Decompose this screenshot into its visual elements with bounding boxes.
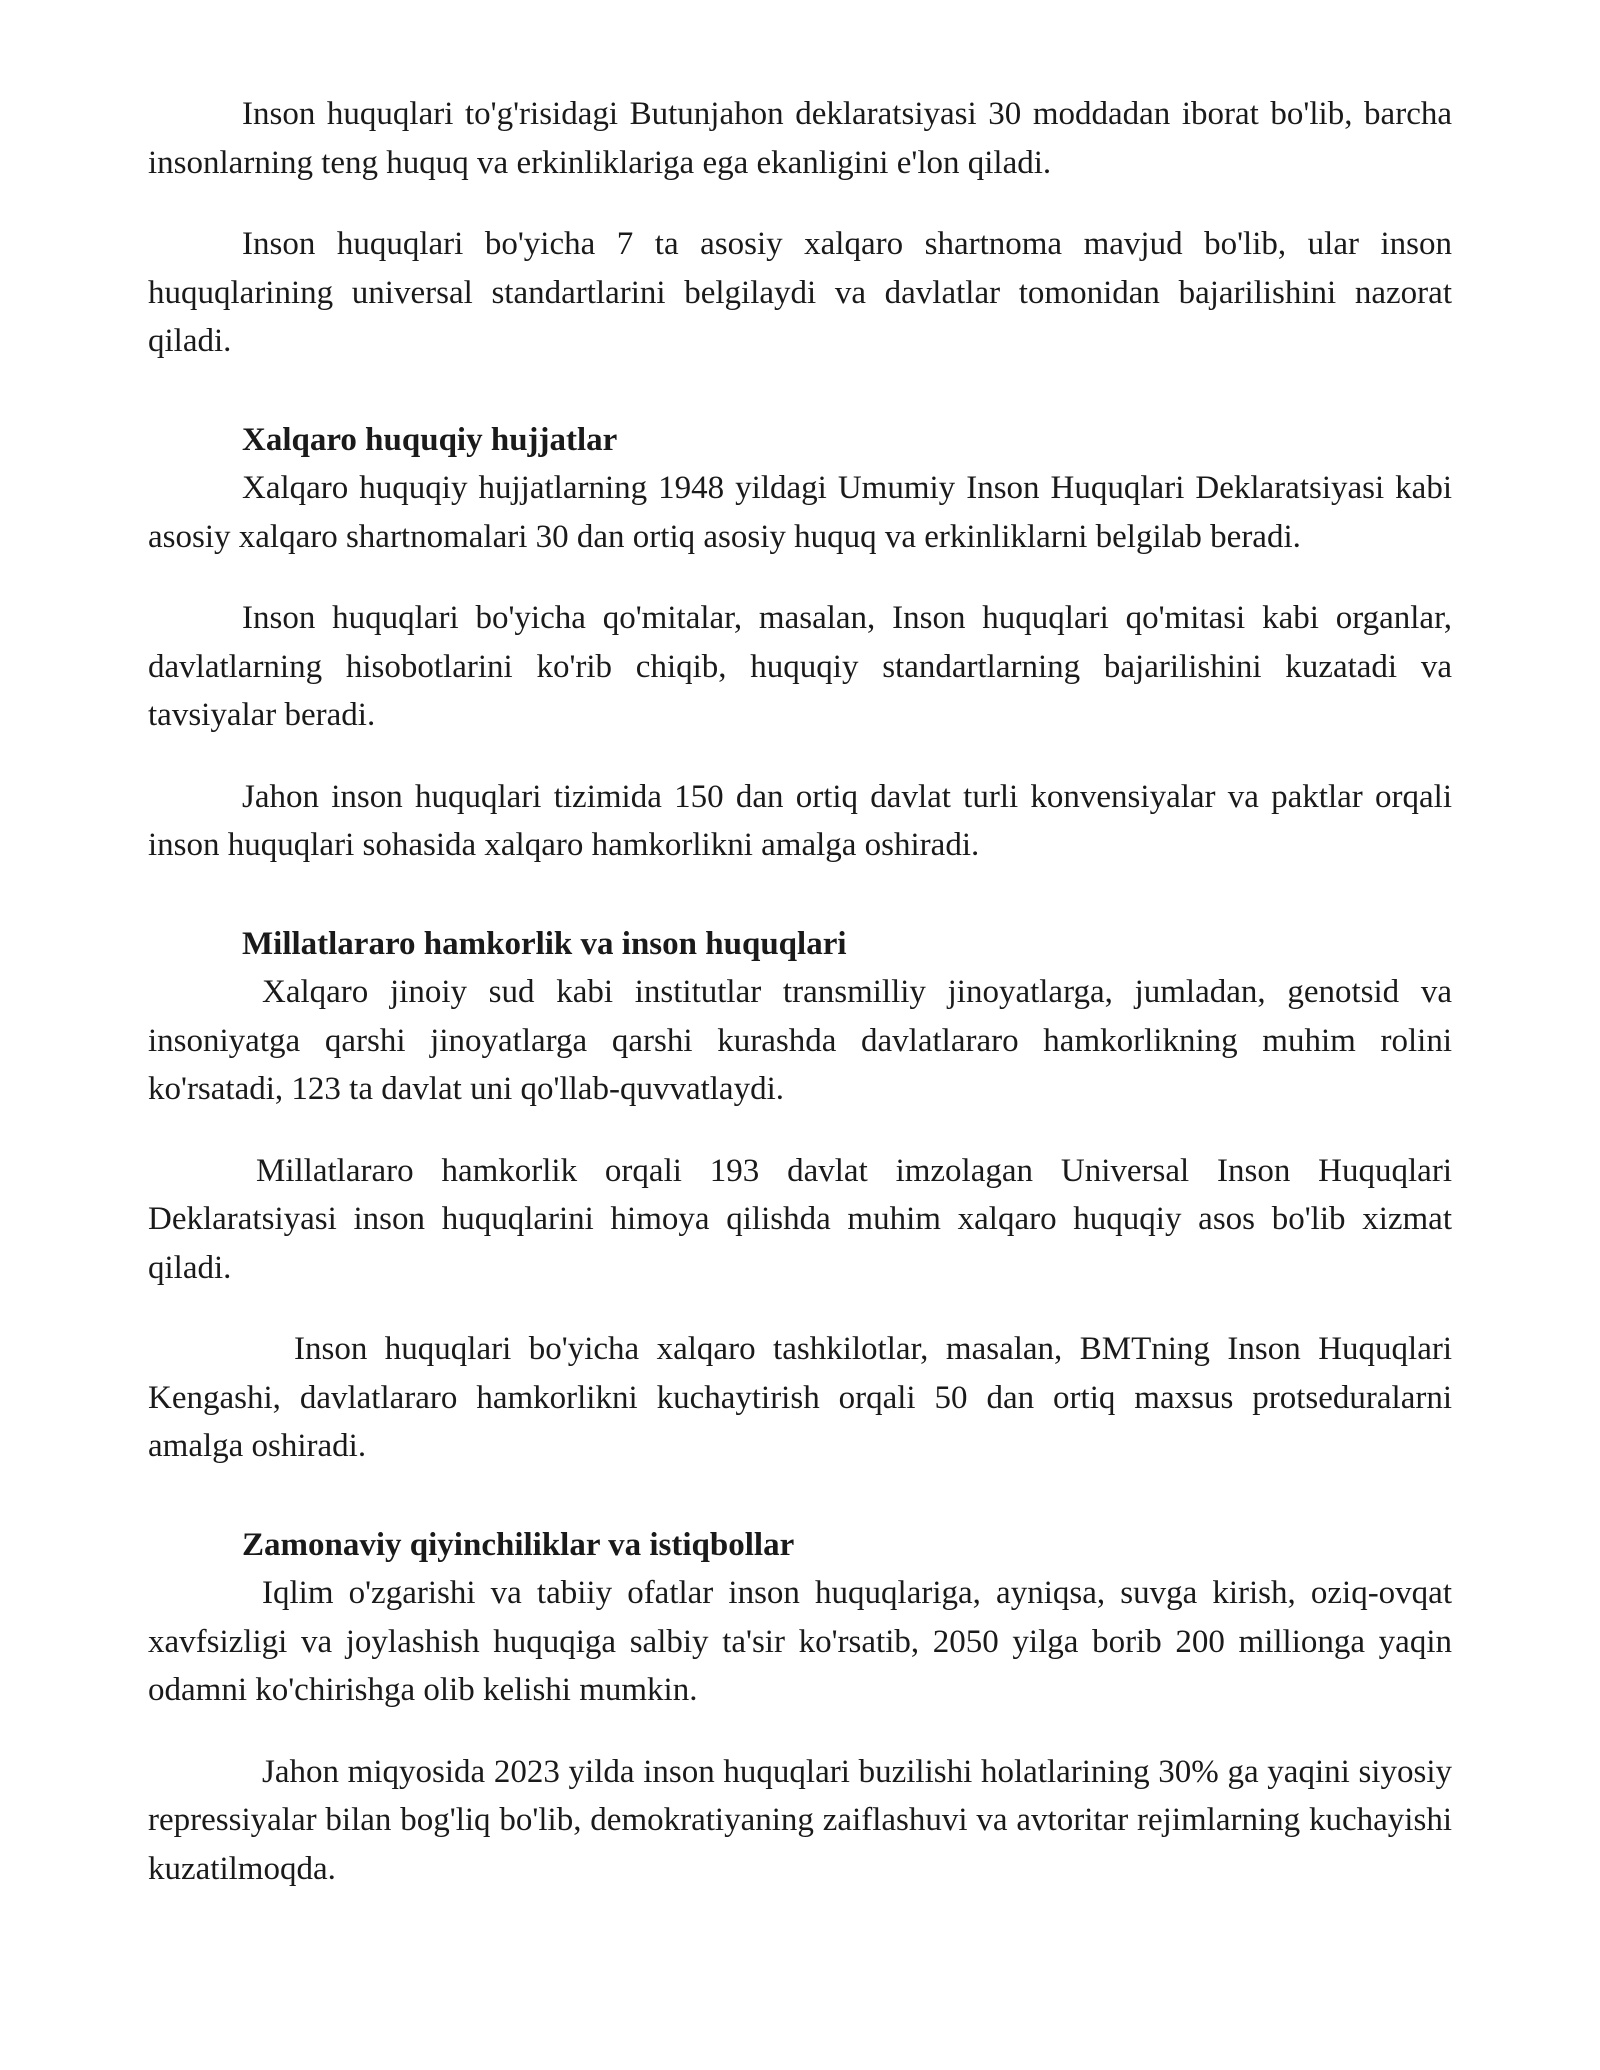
paragraph-committees: Inson huquqlari bo'yicha qo'mitalar, masalan, Inson huquqlari qo'mitasi kabi organlar, davlatlarning hisobotlarini ko'rib chiqib, huquqiy standartlarning bajarilishini kuzatadi va tavsiyalar beradi. [148,600,1452,733]
heading-modern-challenges: Zamonaviy qiyinchiliklar va istiqbollar [242,1526,795,1563]
paragraph-global-system: Jahon inson huquqlari tizimida 150 dan ortiq davlat turli konvensiyalar va paktlar orqali inson huquqlari sohasida xalqaro hamkorlikni amalga oshiradi. [148,778,1452,863]
heading-international-legal-documents: Xalqaro huquqiy hujjatlar [242,421,618,458]
paragraph-legal-documents: Xalqaro huquqiy hujjatlarning 1948 yildagi Umumiy Inson Huquqlari Deklaratsiyasi kabi asosiy xalqaro shartnomalari 30 dan ortiq asosiy huquq va erkinliklarni belgilab beradi. [148,470,1452,555]
paragraph-climate-change: Iqlim o'zgarishi va tabiiy ofatlar inson huquqlariga, ayniqsa, suvga kirish, oziq-ovqat xavfsizligi va joylashish huquqiga salbiy ta'sir ko'rsatib, 2050 yilga borib 200 millionga yaqin odamni ko'chirishga olib kelishi mumkin. [148,1575,1452,1708]
paragraph-universal-declaration: Millatlararo hamkorlik orqali 193 davlat imzolagan Universal Inson Huquqlari Deklaratsiyasi inson huquqlarini himoya qilishda muhim xalqaro huquqiy asos bo'lib xizmat qiladi. [148,1152,1452,1286]
heading-interethnic-cooperation: Millatlararo hamkorlik va inson huquqlari [242,925,847,962]
paragraph-criminal-court: Xalqaro jinoiy sud kabi institutlar transmilliy jinoyatlarga, jumladan, genotsid va insoniyatga qarshi jinoyatlarga qarshi kurashda davlatlararo hamkorlikning muhim rolini ko'rsatadi, 123 ta davlat uni qo'llab-quvvatlaydi. [148,974,1452,1107]
paragraph-declaration-articles: Inson huquqlari to'g'risidagi Butunjahon deklaratsiyasi 30 moddadan iborat bo'lib, barcha insonlarning teng huquq va erkinliklariga ega ekanligini e'lon qiladi. [148,96,1452,181]
paragraph-global-violations: Jahon miqyosida 2023 yilda inson huquqlari buzilishi holatlarining 30% ga yaqini siyosiy repressiyalar bilan bog'liq bo'lib, demokratiyaning zaiflashuvi va avtoritar rejimlarning kuchayishi kuzatilmoqda. [148,1753,1452,1887]
document-page [148,90,1452,1893]
paragraph-core-treaties: Inson huquqlari bo'yicha 7 ta asosiy xalqaro shartnoma mavjud bo'lib, ular inson huquqlarining universal standartlarini belgilaydi va davlatlar tomonidan bajarilishini nazorat qiladi. [148,226,1452,359]
paragraph-international-organizations: Inson huquqlari bo'yicha xalqaro tashkilotlar, masalan, BMTning Inson Huquqlari Kengashi, davlatlararo hamkorlikni kuchaytirish orqali 50 dan ortiq maxsus protseduralarni amalga oshiradi. [148,1331,1452,1464]
